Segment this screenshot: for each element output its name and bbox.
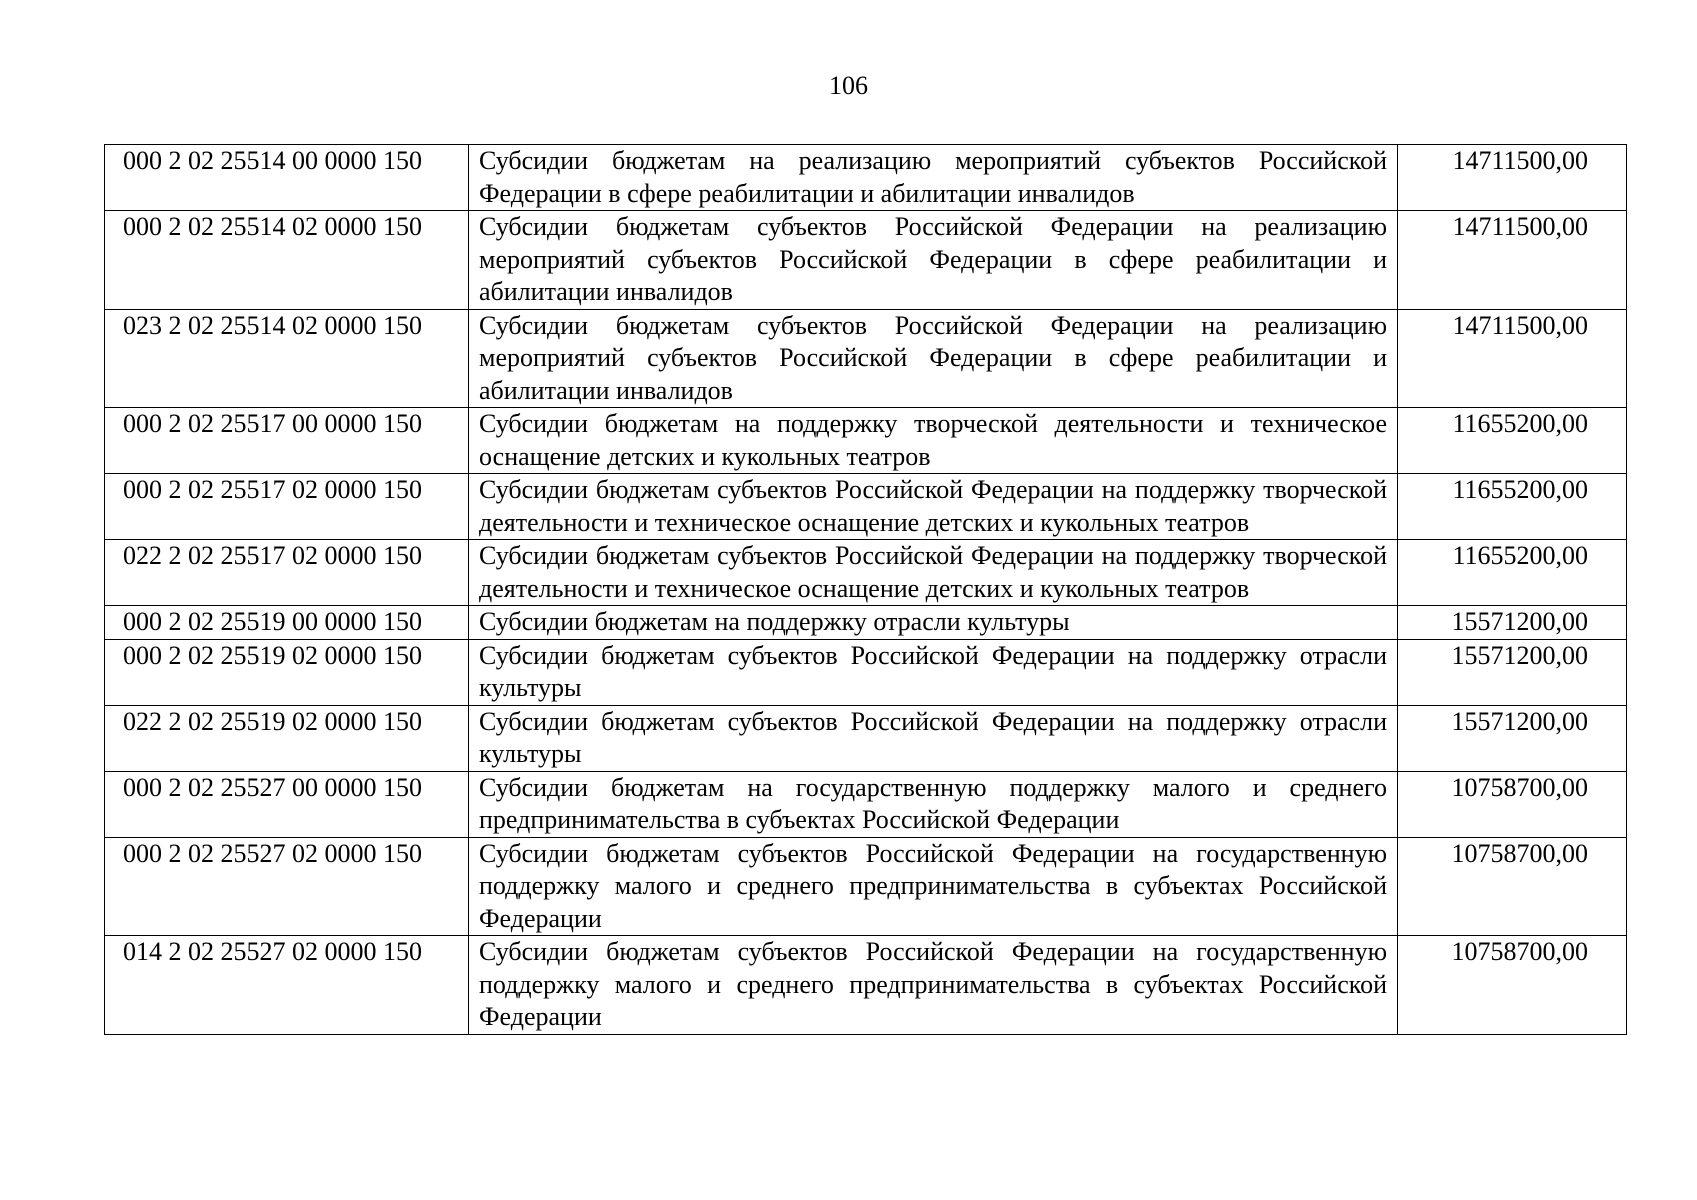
budget-code-cell: 022 2 02 25519 02 0000 150: [105, 705, 469, 771]
table-row: [105, 211, 1627, 310]
budget-code-cell: 014 2 02 25527 02 0000 150: [105, 936, 469, 1035]
budget-code-cell: 023 2 02 25514 02 0000 150: [105, 309, 469, 408]
amount-cell: 10758700,00: [1398, 936, 1627, 1035]
amount-cell: 11655200,00: [1398, 408, 1627, 474]
description-cell: Субсидии бюджетам субъектов Российской Федерации на поддержку отрасли культуры: [469, 705, 1398, 771]
amount-cell: 15571200,00: [1398, 639, 1627, 705]
description-cell: Субсидии бюджетам на поддержку отрасли культуры: [469, 606, 1398, 640]
description-cell: Субсидии бюджетам субъектов Российской Федерации на поддержку творческой деятельности и техническое оснащение детских и кукольных театров: [469, 474, 1398, 540]
page-number: 106: [829, 71, 868, 100]
table-row: [105, 705, 1627, 771]
budget-code-cell: 000 2 02 25517 02 0000 150: [105, 474, 469, 540]
table-row: [105, 145, 1627, 211]
description-cell: Субсидии бюджетам субъектов Российской Федерации на поддержку отрасли культуры: [469, 639, 1398, 705]
description-cell: Субсидии бюджетам на реализацию мероприятий субъектов Российской Федерации в сфере реабилитации и абилитации инвалидов: [469, 145, 1398, 211]
budget-code-cell: 000 2 02 25519 02 0000 150: [105, 639, 469, 705]
amount-cell: 15571200,00: [1398, 606, 1627, 640]
amount-cell: 14711500,00: [1398, 211, 1627, 310]
amount-cell: 10758700,00: [1398, 771, 1627, 837]
description-cell: Субсидии бюджетам субъектов Российской Федерации на государственную поддержку малого и среднего предпринимательства в субъектах Российской Федерации: [469, 936, 1398, 1035]
table-row: [105, 606, 1627, 640]
description-cell: Субсидии бюджетам субъектов Российской Федерации на реализацию мероприятий субъектов Российской Федерации в сфере реабилитации и абилитации инвалидов: [469, 211, 1398, 310]
table-row: [105, 474, 1627, 540]
description-cell: Субсидии бюджетам субъектов Российской Федерации на государственную поддержку малого и среднего предпринимательства в субъектах Российской Федерации: [469, 837, 1398, 936]
amount-cell: 10758700,00: [1398, 837, 1627, 936]
amount-cell: 14711500,00: [1398, 145, 1627, 211]
table-row: [105, 540, 1627, 606]
amount-cell: 11655200,00: [1398, 540, 1627, 606]
budget-code-cell: 000 2 02 25527 02 0000 150: [105, 837, 469, 936]
description-cell: Субсидии бюджетам на поддержку творческой деятельности и техническое оснащение детских и кукольных театров: [469, 408, 1398, 474]
budget-code-cell: 000 2 02 25514 02 0000 150: [105, 211, 469, 310]
budget-revenue-table: [104, 144, 1627, 1035]
table-row: [105, 936, 1627, 1035]
description-cell: Субсидии бюджетам субъектов Российской Федерации на поддержку творческой деятельности и техническое оснащение детских и кукольных театров: [469, 540, 1398, 606]
table-row: [105, 771, 1627, 837]
budget-code-cell: 000 2 02 25517 00 0000 150: [105, 408, 469, 474]
budget-code-cell: 022 2 02 25517 02 0000 150: [105, 540, 469, 606]
amount-cell: 11655200,00: [1398, 474, 1627, 540]
amount-cell: 14711500,00: [1398, 309, 1627, 408]
amount-cell: 15571200,00: [1398, 705, 1627, 771]
table-row: [105, 639, 1627, 705]
budget-code-cell: 000 2 02 25514 00 0000 150: [105, 145, 469, 211]
table-row: [105, 837, 1627, 936]
table-row: [105, 408, 1627, 474]
description-cell: Субсидии бюджетам субъектов Российской Федерации на реализацию мероприятий субъектов Российской Федерации в сфере реабилитации и абилитации инвалидов: [469, 309, 1398, 408]
table-row: [105, 309, 1627, 408]
description-cell: Субсидии бюджетам на государственную поддержку малого и среднего предпринимательства в субъектах Российской Федерации: [469, 771, 1398, 837]
budget-code-cell: 000 2 02 25527 00 0000 150: [105, 771, 469, 837]
budget-code-cell: 000 2 02 25519 00 0000 150: [105, 606, 469, 640]
